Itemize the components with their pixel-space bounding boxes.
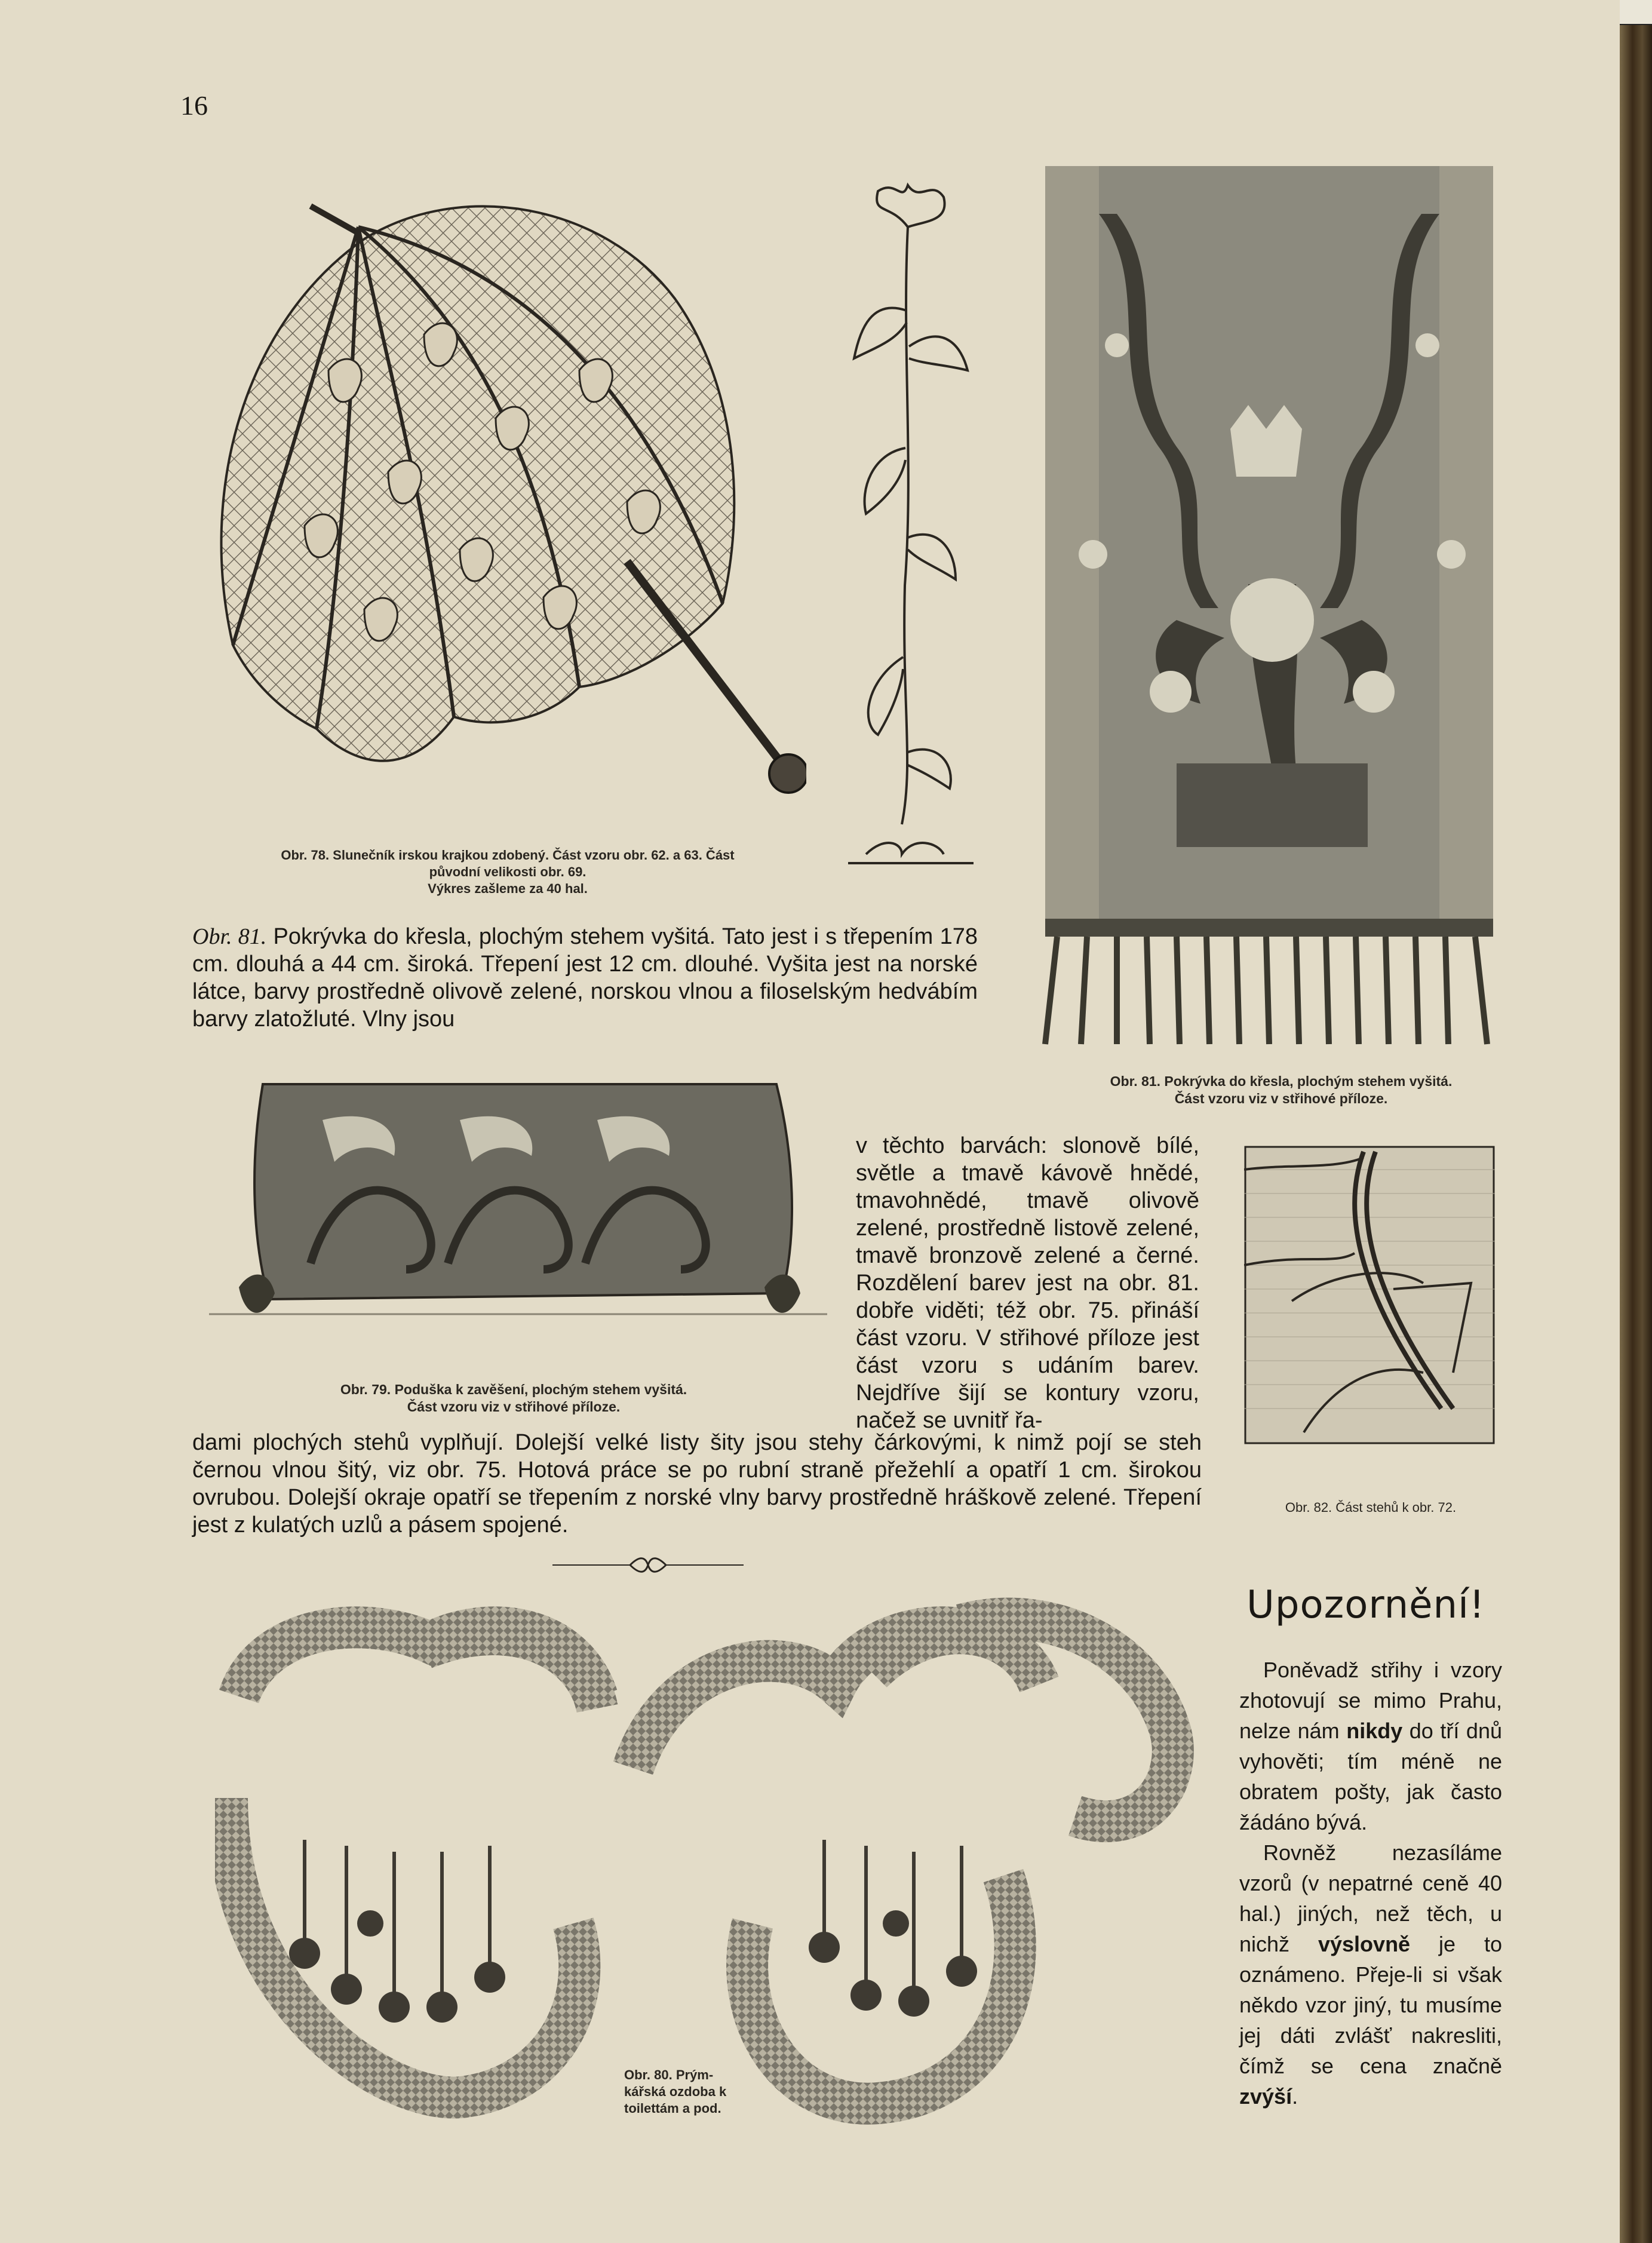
notice-p2-middle: je to oznámeno. Přeje-li si však někdo vzor jiný, tu musíme jej dáti zvlášť nakresliti, čímž se cena značně: [1239, 1932, 1502, 2078]
braid-trimming-photo: [215, 1589, 1200, 2150]
notice-p2-bold-1: výslovně: [1318, 1932, 1411, 1956]
stitches-drawing: [1244, 1146, 1495, 1444]
pillow-drawing: [203, 1072, 833, 1329]
article-middle-column: [856, 1132, 1199, 1434]
parasol-drawing: [209, 191, 806, 800]
page-number: 16: [180, 90, 208, 121]
caption-fig78: Obr. 78. Slunečník irskou krajkou zdobený. Část vzoru obr. 62. a 63. Část původní velikosti obr. 69. Výkres zašleme za 40 hal.: [281, 848, 735, 896]
braid-trimming-drawing: [215, 1589, 1200, 2150]
caption-fig81: Obr. 81. Pokrývka do křesla, plochým stehem vyšitá. Část vzoru viz v střihové příloze.: [1110, 1073, 1453, 1106]
notice-p1-bold: nikdy: [1346, 1719, 1403, 1743]
notice-p2-start: Rovněž nezasíláme vzorů (v nepatrné ceně 40 hal.) jiných, než těch, u nichž: [1239, 1840, 1502, 1956]
caption-fig80: Obr. 80. Prým- kářská ozdoba k toilettám a pod.: [624, 2067, 727, 2116]
caption-fig82: Obr. 82. Část stehů k obr. 72.: [1285, 1500, 1457, 1515]
book-spine: [1620, 0, 1652, 2243]
article-paragraph-1: Pokrývka do křesla, plochým stehem vyšitá. Tato jest i s třepením 178 cm. dlouhá a 44 cm. široká. Třepení jest 12 cm. dlouhé. Vyšita jest na norské látce, barvy prostředně olivově zelené, norskou vlnou a filoselským hedvábím barvy zlatožluté. Vlny jsou: [192, 924, 978, 1032]
page-tab: [1620, 0, 1652, 25]
article-intro: [192, 923, 978, 1033]
article-paragraph-3: dami plochých stehů vyplňují. Dolejší velké listy šity jsou stehy čárkovými, k nimž pojí se steh černou vlnou šitý, viz obr. 75. Hotová práce se po rubní straně přežehlí a opatří 1 cm. širokou ovrubou. Dolejší okraje opatří se třepením z norské vlny barvy prostředně hráškově zelené. Třepení jest z kulatých uzlů a pásem spojené.: [192, 1430, 1202, 1538]
parasol-illustration: [209, 191, 806, 800]
chair-cover-photo: [1021, 166, 1517, 1050]
flower-stem-illustration: [836, 167, 979, 872]
caption-fig79: Obr. 79. Poduška k zavěšení, plochým stehem vyšitá. Část vzoru viz v střihové příloze.: [340, 1382, 687, 1414]
ornament-divider: [552, 1553, 744, 1577]
notice-text: [1239, 1655, 1502, 2112]
notice-p2-bold-2: zvýší: [1239, 2084, 1292, 2109]
notice-p1-start: Poněvadž střihy i vzory zhotovují se mimo Prahu, nelze nám: [1239, 1658, 1502, 1743]
pillow-photo: [203, 1072, 833, 1329]
article-paragraph-2: v těchto barvách: slonově bílé, světle a tmavě kávově hnědé, tmavohnědé, tmavě olivově zelené, prostředně listově zelené, tmavě bronzově zelené a černé. Rozdělení barev jest na obr. 81. dobře viděti; též obr. 75. přináší část vzoru. V střihové příloze jest část vzoru s udáním barev. Nejdříve šijí se kontury vzoru, načež se uvnitř řa-: [856, 1133, 1199, 1433]
notice-title: Upozornění!: [1246, 1583, 1485, 1627]
stitches-illustration: [1244, 1146, 1495, 1444]
notice-p1-end: do tří dnů vyhověti; tím méně ne obratem pošty, jak často žádáno bývá.: [1239, 1719, 1502, 1834]
chair-cover-drawing: [1021, 166, 1517, 1050]
article-lead-ref: Obr. 81.: [192, 924, 267, 949]
article-bottom: [192, 1429, 1202, 1539]
notice-p2-end: .: [1292, 2084, 1298, 2109]
flower-stem-drawing: [836, 167, 979, 872]
